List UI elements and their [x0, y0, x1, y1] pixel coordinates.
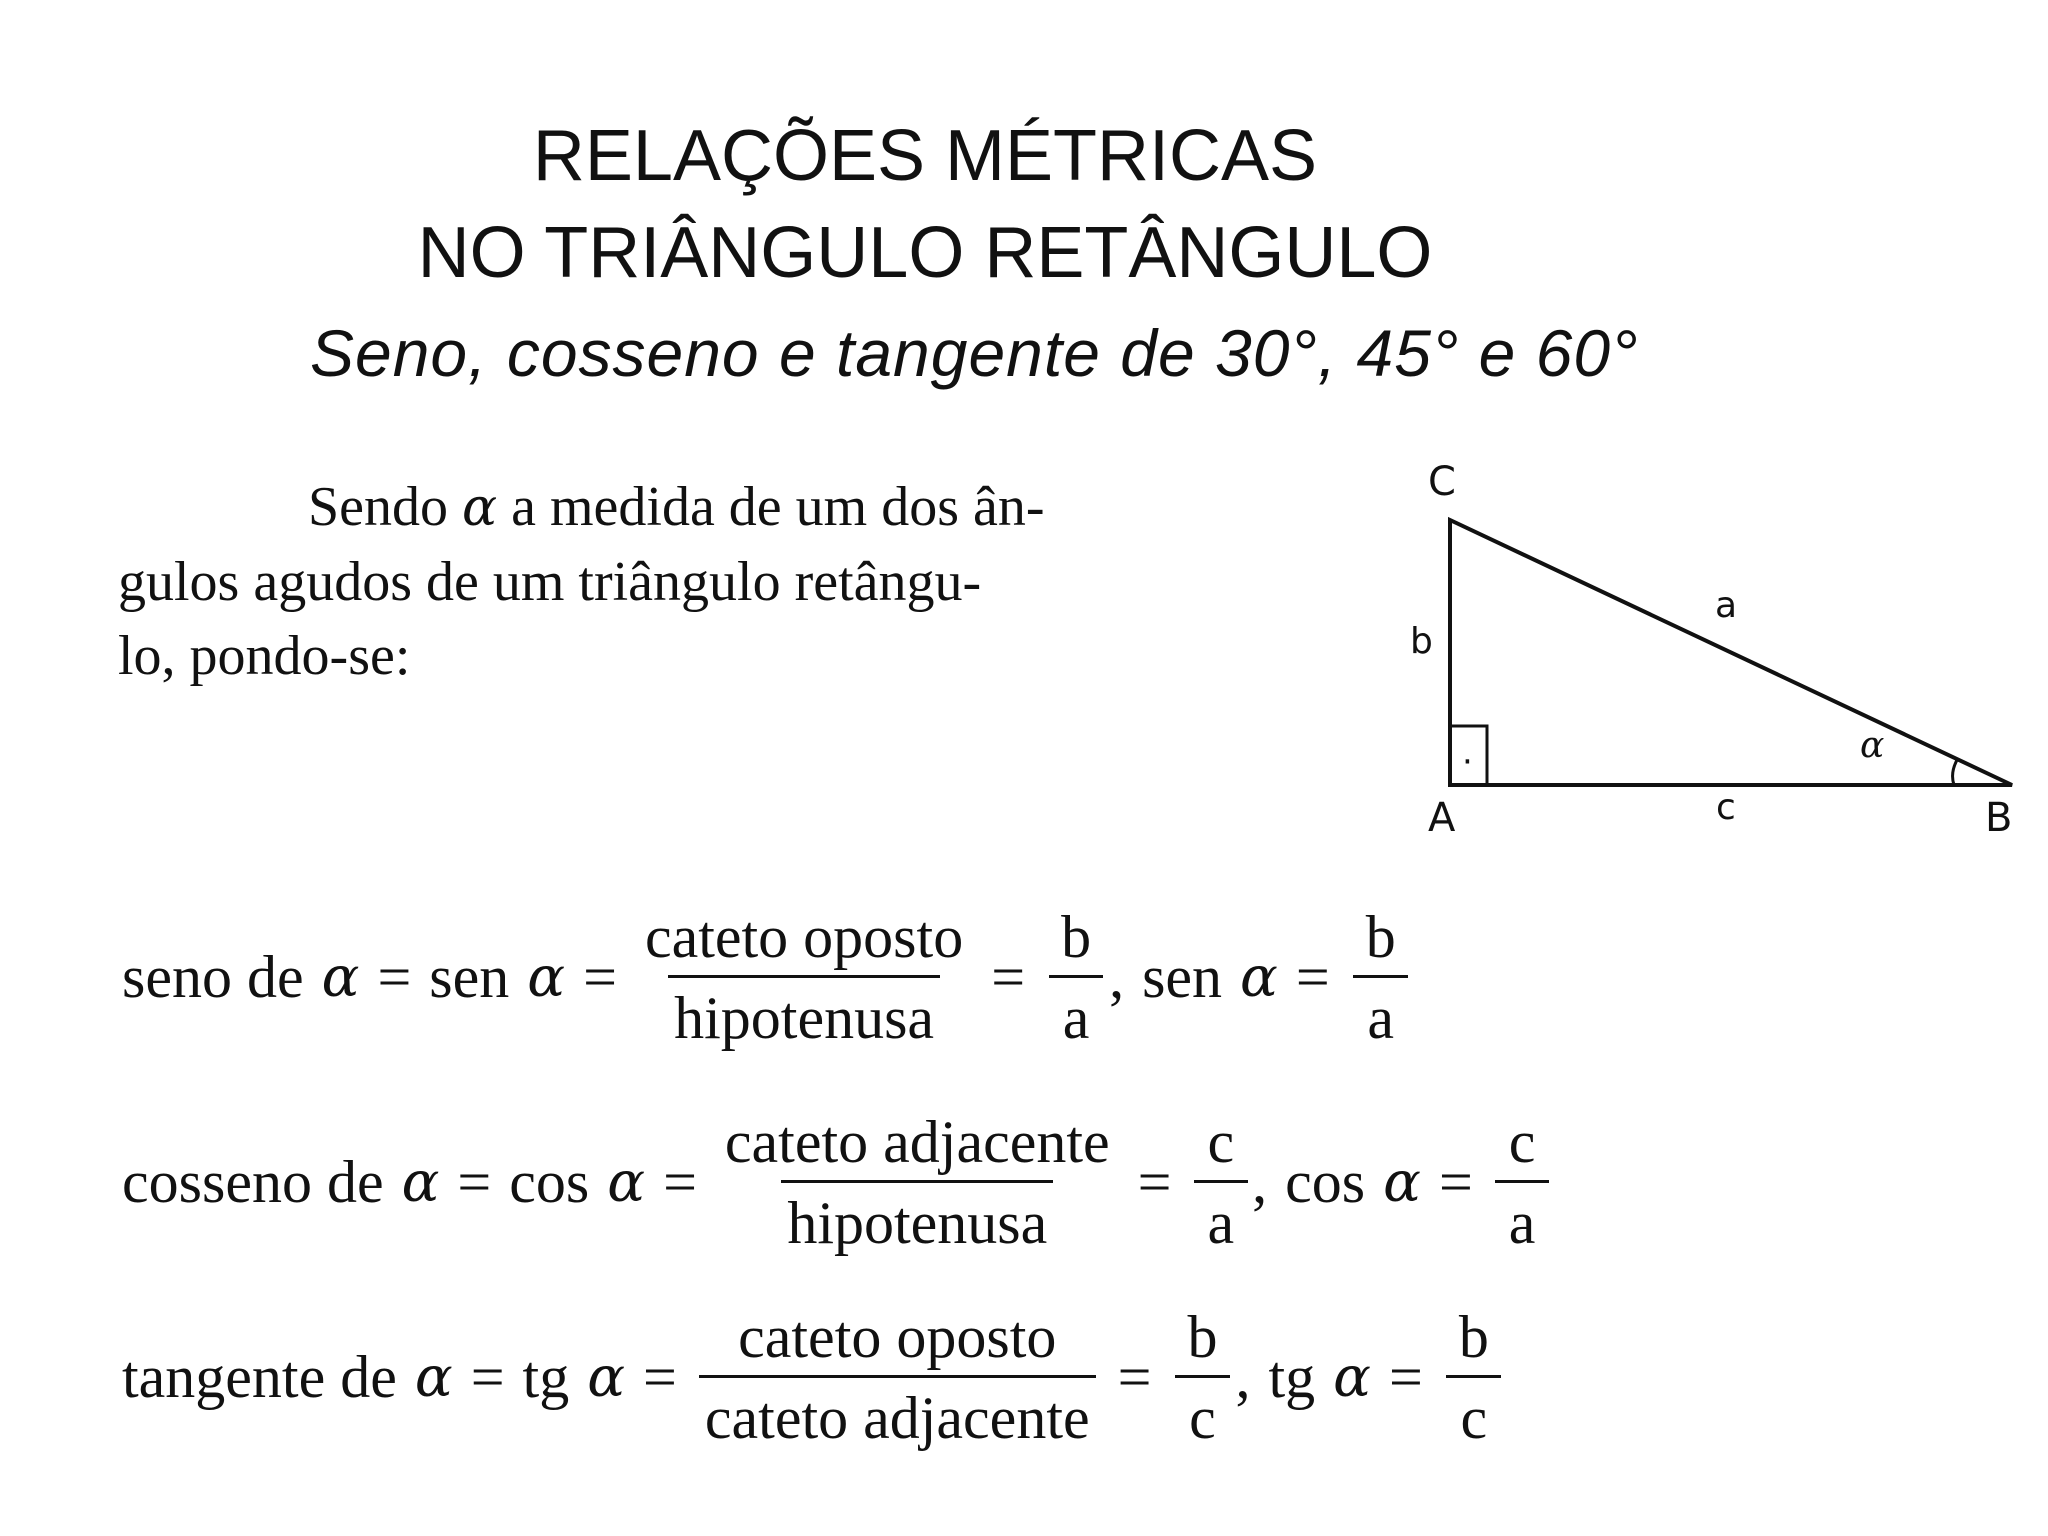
fraction-denominator: a	[1049, 975, 1104, 1050]
tangent-short-name: tg	[522, 1344, 570, 1410]
alpha-symbol: α	[462, 478, 498, 538]
fraction-denominator: cateto adjacente	[699, 1375, 1096, 1450]
alpha-symbol: α	[607, 1150, 646, 1215]
alpha-symbol: α	[401, 1150, 440, 1215]
equals-sign: =	[1137, 1149, 1172, 1215]
intro-line-2: gulos agudos de um triângulo retângu-	[118, 551, 982, 613]
intro-line-1-start: Sendo	[308, 476, 448, 538]
fraction-numerator: b	[1365, 904, 1396, 970]
cosine-word-fraction	[719, 1110, 1116, 1255]
tangent-ratio-fraction	[1173, 1305, 1231, 1450]
comma: ,	[1109, 944, 1125, 1010]
fraction-denominator: c	[1446, 1375, 1501, 1450]
vertex-b-label: B	[1985, 795, 2013, 841]
fraction-denominator: hipotenusa	[668, 975, 940, 1050]
cosine-equation	[122, 1110, 1571, 1255]
triangle-shape	[1450, 520, 2012, 785]
angle-arc	[1953, 760, 1957, 785]
intro-line-1	[118, 470, 1198, 545]
equals-sign: =	[377, 944, 412, 1010]
sine-short-name: sen	[1142, 944, 1223, 1010]
comma: ,	[1252, 1149, 1268, 1215]
intro-line-3: lo, pondo-se:	[118, 625, 411, 687]
cosine-short-name: cos	[1285, 1149, 1366, 1215]
equals-sign: =	[663, 1149, 697, 1215]
alpha-symbol: α	[321, 945, 360, 1010]
fraction-denominator: a	[1353, 975, 1408, 1050]
sine-name: seno de	[122, 944, 304, 1010]
alpha-symbol: α	[414, 1345, 453, 1410]
tangent-short-name: tg	[1268, 1344, 1316, 1410]
tangent-name: tangente de	[122, 1344, 397, 1410]
equals-sign: =	[643, 1344, 677, 1410]
alpha-symbol: α	[1240, 945, 1278, 1010]
fraction-numerator: cateto oposto	[644, 904, 964, 970]
right-triangle-diagram	[1380, 455, 2020, 845]
fraction-numerator: b	[1458, 1304, 1489, 1370]
equals-sign: =	[1295, 944, 1330, 1010]
alpha-symbol: α	[527, 945, 566, 1010]
tangent-word-fraction	[699, 1305, 1096, 1450]
title-line-2: NO TRIÂNGULO RETÂNGULO	[417, 213, 1433, 293]
fraction-numerator: c	[1207, 1109, 1235, 1175]
intro-line-1-end: a medida de um dos ân-	[511, 476, 1045, 538]
equals-sign: =	[991, 944, 1026, 1010]
equals-sign: =	[1438, 1149, 1473, 1215]
cosine-ratio-fraction	[1194, 1110, 1249, 1255]
fraction-denominator: a	[1495, 1180, 1550, 1255]
fraction-numerator: b	[1061, 904, 1092, 970]
equals-sign: =	[1388, 1344, 1423, 1410]
cosine-name: cosseno de	[122, 1149, 384, 1215]
title-line-1: RELAÇÕES MÉTRICAS	[532, 116, 1318, 196]
equals-sign: =	[1117, 1344, 1152, 1410]
fraction-numerator: cateto adjacente	[724, 1109, 1110, 1175]
vertex-a-label: A	[1428, 795, 1456, 841]
sine-equation	[122, 905, 1432, 1050]
fraction-numerator: c	[1508, 1109, 1536, 1175]
sine-short-name: sen	[429, 944, 510, 1010]
comma: ,	[1235, 1344, 1251, 1410]
tangent-ratio-fraction-repeat	[1445, 1305, 1503, 1450]
equals-sign: =	[457, 1149, 492, 1215]
subtitle: Seno, cosseno e tangente de 30°, 45° e 60°	[310, 316, 1639, 390]
side-b-label: b	[1410, 621, 1433, 662]
equals-sign: =	[470, 1344, 505, 1410]
fraction-denominator: c	[1175, 1375, 1230, 1450]
fraction-numerator: cateto oposto	[738, 1304, 1057, 1370]
equals-sign: =	[583, 944, 617, 1010]
vertex-c-label: C	[1428, 459, 1456, 505]
alpha-symbol: α	[1333, 1345, 1371, 1410]
cosine-short-name: cos	[509, 1149, 590, 1215]
side-c-label: c	[1716, 787, 1736, 828]
intro-paragraph	[118, 470, 1198, 693]
fraction-denominator: hipotenusa	[781, 1180, 1053, 1255]
sine-ratio-fraction	[1047, 905, 1105, 1050]
sine-ratio-fraction-repeat	[1352, 905, 1410, 1050]
alpha-symbol: α	[587, 1345, 626, 1410]
right-angle-dot: ·	[1462, 742, 1473, 782]
side-a-label: a	[1715, 585, 1738, 626]
cosine-ratio-fraction-repeat	[1495, 1110, 1550, 1255]
fraction-numerator: b	[1187, 1304, 1218, 1370]
tangent-equation	[122, 1305, 1525, 1450]
sine-word-fraction	[639, 905, 969, 1050]
alpha-symbol: α	[1383, 1150, 1421, 1215]
fraction-denominator: a	[1194, 1180, 1249, 1255]
angle-alpha-label: α	[1860, 725, 1885, 766]
